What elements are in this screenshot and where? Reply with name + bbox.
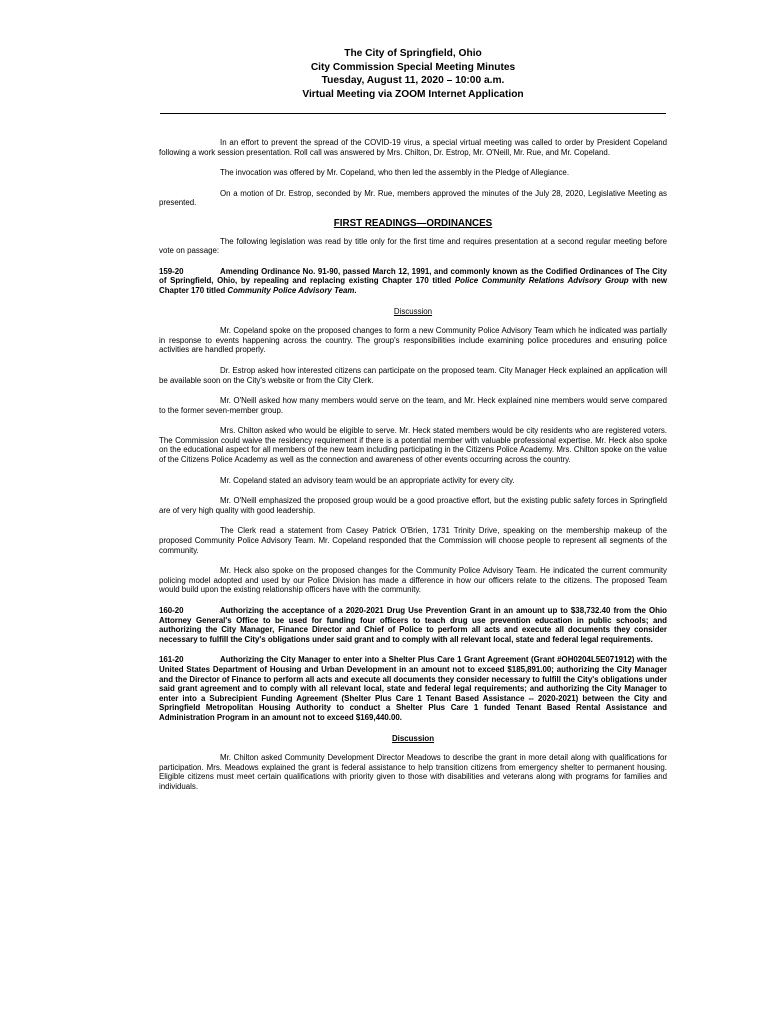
discussion-paragraph: The Clerk read a statement from Casey Patrick O'Brien, 1731 Trinity Drive, speaking on the membership makeup of the proposed Community Police Advisory Team. Mr. Copeland responded that the Commission will choose people to represent all segments of the community. — [159, 526, 667, 555]
discussion-paragraph: Mr. Copeland stated an advisory team would be an appropriate activity for every city. — [220, 475, 515, 485]
ordinance-161-20 — [159, 655, 667, 722]
ordinance-text: Authorizing the City Manager to enter into a Shelter Plus Care 1 Grant Agreement (Grant #OH0204L5E071912) with the United States Department of Housing and Urban Development in an amount not to exceed $185,891.00; authorizing the City Manager and the Director of Finance to perform all acts and execute all documents they consider necessary to fulfill the City's obligations under said grant agreement and to comply with all relevant local, state and federal legal requirements; and authorizing the City Manager to enter into a Subrecipient Funding Agreement (Shelter Plus Care 1 Tenant Based Assistance -- 2020-2021) between the City and Springfield Metropolitan Housing Authority to conduct a Shelter Plus Care 1 funded Tenant Based Rental Assistance and Administration Program in an amount not to exceed $169,440.00. — [159, 655, 667, 722]
header-city: The City of Springfield, Ohio — [344, 48, 482, 59]
discussion-paragraph: Mr. O'Neill emphasized the proposed group would be a good proactive effort, but the existing public safety forces in Springfield are of very high quality with good leadership. — [159, 496, 667, 515]
document-header — [160, 47, 666, 101]
intro-invocation: The invocation was offered by Mr. Copeland, who then led the assembly in the Pledge of Allegiance. — [220, 168, 570, 178]
ordinance-160-20 — [159, 606, 667, 644]
discussion-paragraph: Mr. Heck also spoke on the proposed changes for the Community Police Advisory Team. He indicated the current community policing model adopted and used by our Police Division has made a difference in how our officers relate to the citizens. The proposed Team would build upon the existing relationship officers have with the community. — [159, 566, 667, 595]
discussion-heading: Discussion — [393, 306, 433, 316]
discussion-paragraph: Mrs. Chilton asked who would be eligible to serve. Mr. Heck stated members would be city residents who are registered voters. The Commission could waive the residency requirement if there is a potential member with valuable professional expertise. Mr. Heck also spoke on the educational aspect for all members of the new team including participating in the Citizens Police Academy. Mrs. Chilton spoke on the value of the Citizens Police Academy as well as the connection and awareness of other events occurring across the country. — [159, 426, 667, 465]
ordinance-text-b: with new Chapter 170 titled — [159, 276, 667, 295]
discussion-paragraph: Mr. O'Neill asked how many members would serve on the team, and Mr. Heck explained nine members would serve compared to the former seven-member group. — [159, 396, 667, 415]
ordinance-text-a: Amending Ordinance No. 91-90, passed March 12, 1991, and commonly known as the Codified Ordinances of The City of Springfield, Ohio, by repealing and replacing existing Chapter 170 titled — [159, 266, 667, 286]
discussion-paragraph: Dr. Estrop asked how interested citizens can participate on the proposed team. City Manager Heck explained an application will be available soon on the City's website or from the City Clerk. — [159, 365, 667, 385]
ordinance-number: 159-20 — [159, 266, 184, 276]
ordinance-text: Authorizing the acceptance of a 2020-2021 Drug Use Prevention Grant in an amount up to $38,732.40 from the Ohio Attorney General's Office to be used for funding four officers to teach drug use prevention education in public schools; and authorizing the City Manager, Finance Director and Chief of Police to perform all acts and execute all documents they consider necessary to fulfill the City's obligations under said grant and to comply with all relevant local, state and federal legal requirements. — [159, 606, 667, 644]
header-meeting-type: City Commission Special Meeting Minutes — [310, 61, 516, 73]
discussion-heading-2: Discussion — [391, 733, 435, 743]
ordinance-number: 160-20 — [159, 606, 184, 615]
ordinance-old-chapter-title: Police Community Relations Advisory Group — [454, 276, 629, 286]
header-date: Tuesday, August 11, 2020 – 10:00 a.m. — [321, 75, 505, 87]
intro-call-to-order: In an effort to prevent the spread of the COVID-19 virus, a special virtual meeting was called to order by President Copeland following a work session presentation. Roll call was answered by Mrs. Chilton, Dr. Estrop, Mr. O'Neill, Mr. Rue, and Mr. Copeland. — [159, 138, 667, 157]
header-venue: Virtual Meeting via ZOOM Internet Application — [302, 88, 524, 100]
ordinance-text-c: . — [354, 285, 357, 295]
discussion-paragraph: Mr. Chilton asked Community Development Director Meadows to describe the grant in more detail along with qualifications for participation. Mrs. Meadows explained the grant is federal assistance to help transition citizens from emergency shelter to permanent housing. Eligible citizens must meet certain qualifications with priority given to those with disabilities and veterans along with programs for families and individuals. — [159, 753, 667, 791]
section-intro: The following legislation was read by title only for the first time and requires presentation at a second regular meeting before vote on passage: — [159, 236, 667, 256]
discussion-paragraph: Mr. Copeland spoke on the proposed changes to form a new Community Police Advisory Team which he indicated was partially in response to events happening across the country. The group's responsibilities include examining police procedures and ensuring police activities are handled properly. — [159, 326, 667, 355]
header-rule — [160, 113, 666, 114]
ordinance-new-chapter-title: Community Police Advisory Team — [227, 285, 355, 295]
document-body — [159, 138, 667, 803]
section-title: FIRST READINGS—ORDINANCES — [333, 217, 493, 229]
ordinance-159-20 — [159, 267, 667, 296]
ordinance-number: 161-20 — [159, 655, 184, 665]
intro-minutes-approval: On a motion of Dr. Estrop, seconded by Mr. Rue, members approved the minutes of the July 28, 2020, Legislative Meeting as presented. — [159, 188, 667, 208]
